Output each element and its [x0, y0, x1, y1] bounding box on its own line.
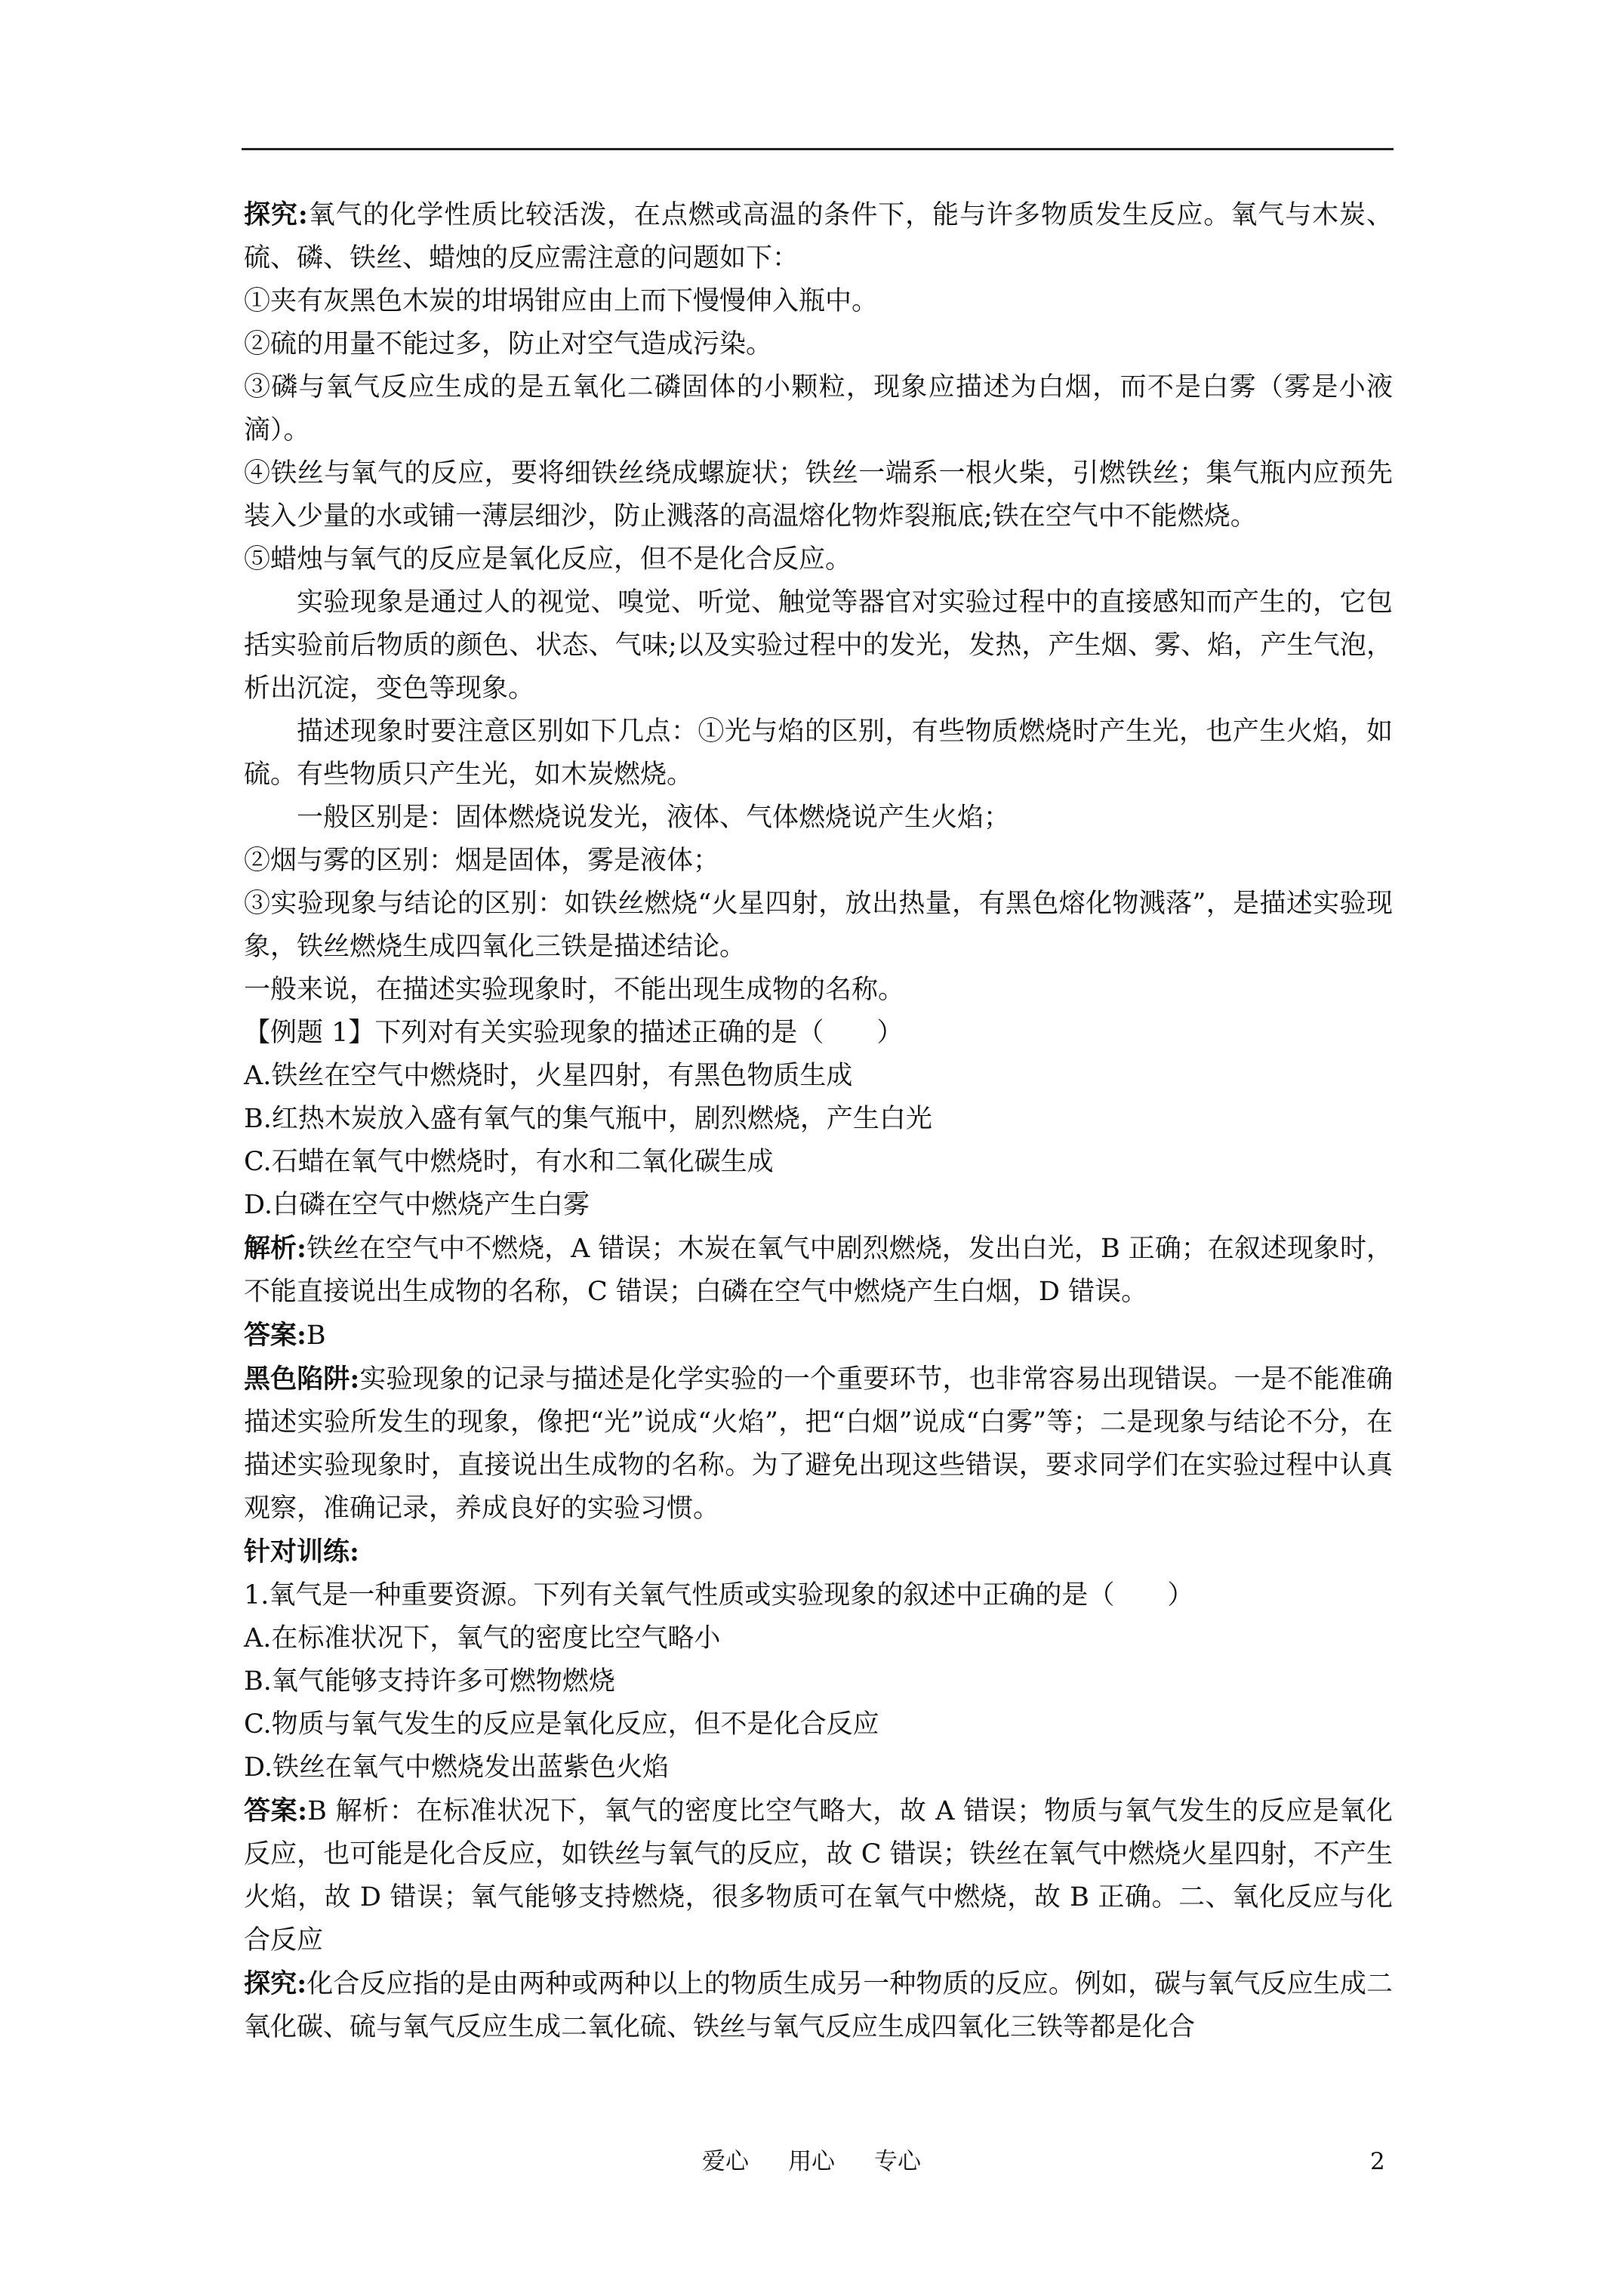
page-footer	[0, 2143, 1623, 2180]
paragraph-note-5	[244, 538, 1393, 581]
paragraph-text: 化合反应指的是由两种或两种以上的物质生成另一种物质的反应。例如，碳与氧气反应生成二氧化碳、硫与氧气反应生成二氧化硫、铁丝与氧气反应生成四氧化三铁等都是化合	[244, 1969, 1393, 2042]
paragraph-label: 针对训练:	[244, 1536, 359, 1567]
paragraph-general-distinction	[244, 797, 1393, 840]
paragraph-label: 答案:	[244, 1320, 306, 1351]
paragraph-text: B	[306, 1321, 326, 1351]
paragraph-text: ①夹有灰黑色木炭的坩埚钳应由上而下慢慢伸入瓶中。	[244, 286, 879, 316]
paragraph-text: 一般来说，在描述实验现象时，不能出现生成物的名称。	[244, 975, 905, 1005]
paragraph-text: 实验现象的记录与描述是化学实验的一个重要环节，也非常容易出现错误。一是不能准确描述实验所发生的现象，像把“光”说成“火焰”，把“白烟”说成“白雾”等；二是现象与结论不分，在描述实验现象时，直接说出生成物的名称。为了避免出现这些错误，要求同学们在实验过程中认真观察，准确记录，养成良好的实验习惯。	[244, 1364, 1394, 1524]
practice-question	[244, 1574, 1393, 1617]
paragraph-label: 解析:	[244, 1233, 306, 1264]
paragraph-text: ②硫的用量不能过多，防止对空气造成污染。	[244, 329, 773, 359]
paragraph-general-rule	[244, 969, 1393, 1012]
practice-heading	[244, 1530, 1393, 1574]
example-answer	[244, 1314, 1393, 1358]
example-option-a	[244, 1055, 1393, 1098]
footer-motto-2: 用心	[788, 2148, 835, 2175]
paragraph-text: ②烟与雾的区别：烟是固体，雾是液体；	[244, 846, 720, 876]
option-text: C.石蜡在氧气中燃烧时，有水和二氧化碳生成	[244, 1147, 774, 1177]
paragraph-note-3	[244, 366, 1393, 452]
page-number: 2	[1370, 2148, 1385, 2175]
option-text: D.铁丝在氧气中燃烧发出蓝紫色火焰	[244, 1752, 669, 1783]
paragraph-text: 铁丝在空气中不燃烧，A 错误；木炭在氧气中剧烈燃烧，发出白光，B 正确；在叙述现象时，不能直接说出生成物的名称，C 错误；白磷在空气中燃烧产生白烟，D 错误。	[244, 1234, 1393, 1307]
paragraph-text: 一般区别是：固体燃烧说发光，液体、气体燃烧说产生火焰；	[297, 803, 1011, 833]
paragraph-label: 答案:	[244, 1795, 308, 1826]
paragraph-text: B 解析：在标准状况下，氧气的密度比空气略大，故 A 错误；物质与氧气发生的反应是氧化反应，也可能是化合反应，如铁丝与氧气的反应，故 C 错误；铁丝在氧气中燃烧火星四射，不产生火焰，故 D 错误；氧气能够支持燃烧，很多物质可在氧气中燃烧，故 B 正确。二、氧化反应与化合反应	[244, 1796, 1393, 1955]
paragraph-explore-combination	[244, 1962, 1393, 2049]
paragraph-text: 描述现象时要注意区别如下几点：①光与焰的区别，有些物质燃烧时产生光，也产生火焰，如硫。有些物质只产生光，如木炭燃烧。	[244, 717, 1393, 790]
option-text: B.氧气能够支持许多可燃物燃烧	[244, 1666, 615, 1697]
paragraph-phenomenon-conclusion	[244, 883, 1393, 969]
paragraph-text: ④铁丝与氧气的反应，要将细铁丝绕成螺旋状；铁丝一端系一根火柴，引燃铁丝；集气瓶内应预先装入少量的水或铺一薄层细沙，防止溅落的高温熔化物炸裂瓶底;铁在空气中不能燃烧。	[244, 458, 1393, 532]
example-analysis	[244, 1227, 1393, 1314]
practice-option-d	[244, 1746, 1393, 1789]
footer-motto-1: 爱心	[702, 2148, 749, 2175]
paragraph-note-4	[244, 452, 1393, 538]
option-text: A.在标准状况下，氧气的密度比空气略小	[244, 1623, 721, 1653]
paragraph-note-1	[244, 280, 1393, 323]
practice-answer-analysis	[244, 1789, 1393, 1962]
example-option-c	[244, 1141, 1393, 1184]
paragraph-text: 氧气的化学性质比较活泼，在点燃或高温的条件下，能与许多物质发生反应。氧气与木炭、硫、磷、铁丝、蜡烛的反应需注意的问题如下：	[244, 200, 1393, 273]
document-body	[244, 193, 1393, 2049]
paragraph-label: 探究:	[244, 1968, 307, 1999]
option-text: B.红热木炭放入盛有氧气的集气瓶中，剧烈燃烧，产生白光	[244, 1104, 932, 1134]
example-question	[244, 1012, 1393, 1055]
paragraph-label: 黑色陷阱:	[244, 1364, 360, 1395]
paragraph-distinction-intro	[244, 710, 1393, 797]
paragraph-phenomenon-definition	[244, 581, 1393, 710]
practice-option-b	[244, 1660, 1393, 1703]
question-text: 【例题 1】下列对有关实验现象的描述正确的是（ ）	[244, 1018, 904, 1048]
header-divider	[242, 148, 1394, 150]
paragraph-smoke-fog	[244, 840, 1393, 883]
practice-option-c	[244, 1703, 1393, 1746]
paragraph-text: 实验现象是通过人的视觉、嗅觉、听觉、触觉等器官对实验过程中的直接感知而产生的，它包括实验前后物质的颜色、状态、气味;以及实验过程中的发光，发热，产生烟、雾、焰，产生气泡，析出沉淀，变色等现象。	[244, 587, 1393, 704]
option-text: C.物质与氧气发生的反应是氧化反应，但不是化合反应	[244, 1709, 879, 1740]
paragraph-note-2	[244, 323, 1393, 366]
option-text: D.白磷在空气中燃烧产生白雾	[244, 1190, 590, 1220]
practice-option-a	[244, 1617, 1393, 1660]
paragraph-text: ③实验现象与结论的区别：如铁丝燃烧“火星四射，放出热量，有黑色熔化物溅落”，是描述实验现象，铁丝燃烧生成四氧化三铁是描述结论。	[244, 889, 1393, 962]
example-option-d	[244, 1184, 1393, 1227]
paragraph-text: ⑤蜡烛与氧气的反应是氧化反应，但不是化合反应。	[244, 544, 852, 575]
paragraph-explore-oxygen	[244, 193, 1393, 280]
question-text: 1.氧气是一种重要资源。下列有关氧气性质或实验现象的叙述中正确的是（ ）	[244, 1580, 1194, 1610]
black-trap-paragraph	[244, 1358, 1393, 1530]
option-text: A.铁丝在空气中燃烧时，火星四射，有黑色物质生成	[244, 1061, 853, 1091]
example-option-b	[244, 1098, 1393, 1141]
paragraph-text: ③磷与氧气反应生成的是五氧化二磷固体的小颗粒，现象应描述为白烟，而不是白雾（雾是小液滴）。	[244, 372, 1393, 445]
paragraph-label: 探究:	[244, 199, 308, 230]
footer-motto-3: 专心	[874, 2148, 921, 2175]
